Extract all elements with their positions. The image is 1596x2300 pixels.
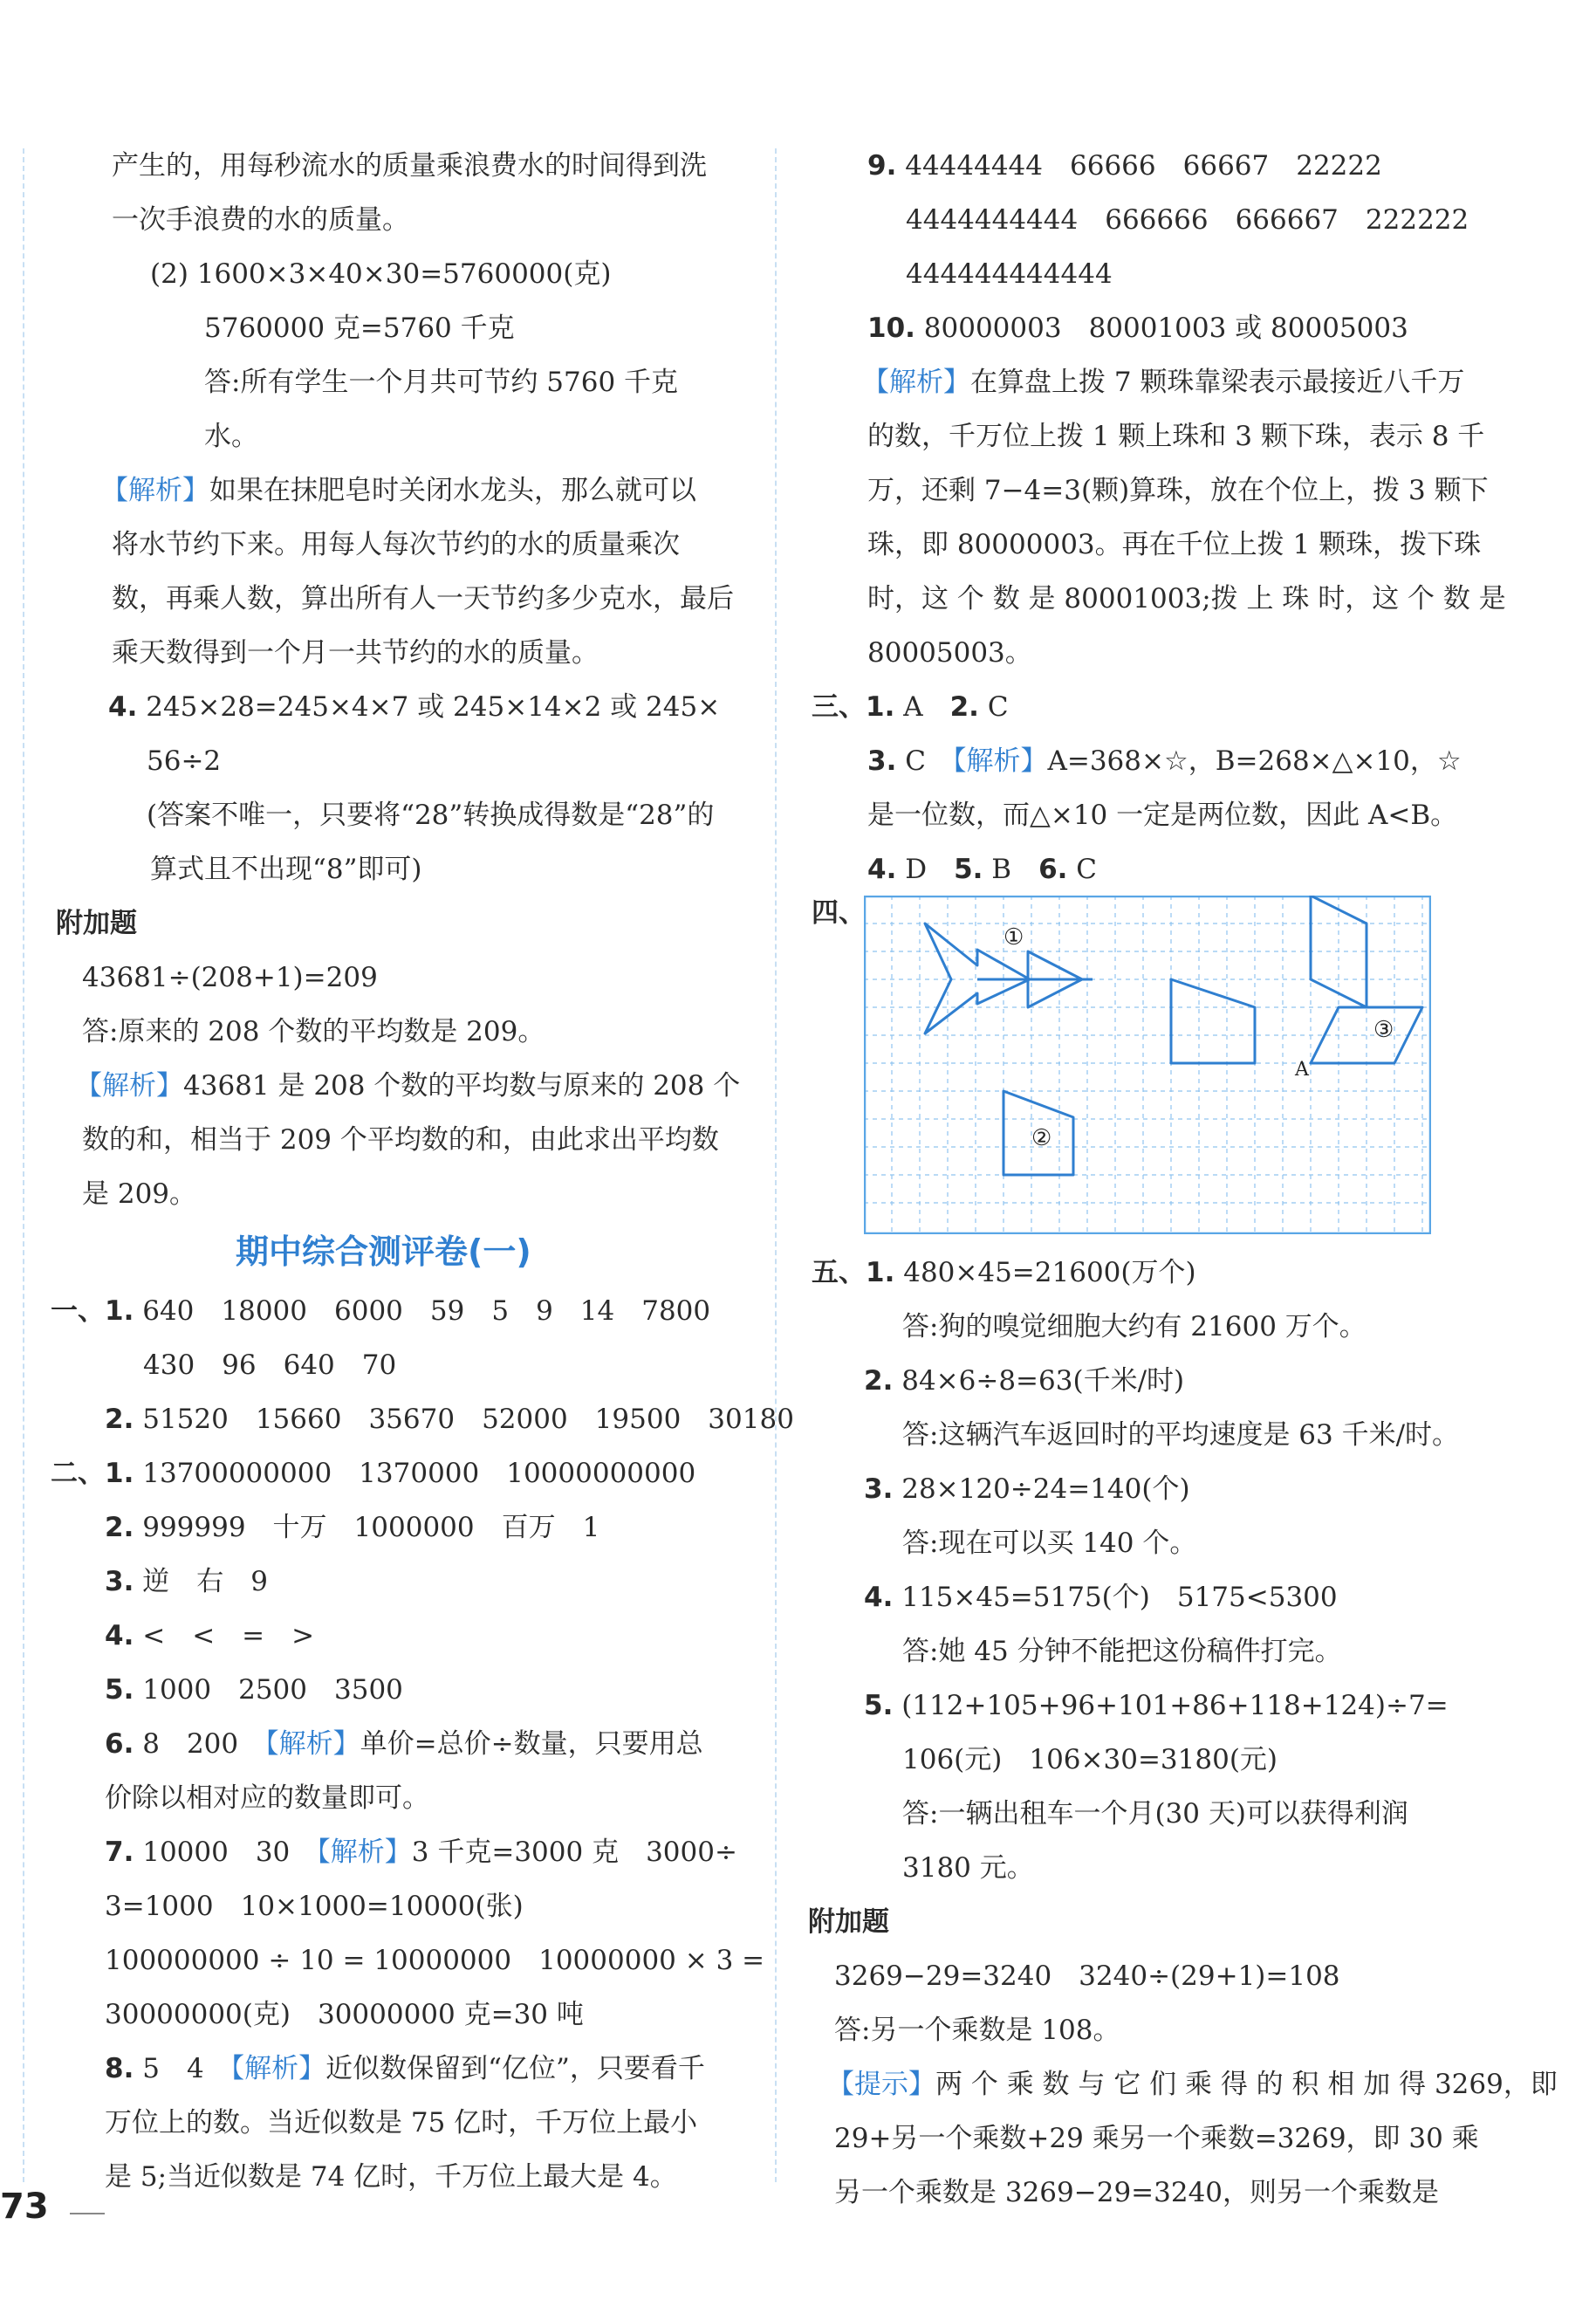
text-line: 是 5;当近似数是 74 亿时，千万位上最大是 4。: [105, 2161, 677, 2193]
answer-text: A: [903, 691, 923, 723]
center-divider: [775, 148, 777, 2182]
question-number: 3.: [864, 1473, 894, 1505]
question-number: 2.: [949, 691, 979, 723]
answer-text: 10000 30: [142, 1837, 291, 1868]
hint-tag: 【提示】: [827, 2069, 935, 2100]
text-line: 444444444444: [906, 258, 1113, 290]
answer-text: 999999 十万 1000000 百万 1: [142, 1512, 600, 1543]
text-line: 56÷2: [147, 745, 222, 777]
text-line: 是 209。: [82, 1178, 197, 1210]
question-number: 5.: [105, 1674, 134, 1706]
text-line: [812, 688, 1009, 726]
analysis-text: 43681 是 208 个数的平均数与原来的 208 个: [183, 1070, 741, 1102]
question-number: 4.: [864, 1582, 894, 1613]
analysis-tag: 【解析】: [952, 745, 1048, 777]
question-number: 1.: [105, 1295, 134, 1327]
text-line: 3180 元。: [902, 1852, 1034, 1884]
question-number: 9.: [867, 150, 897, 182]
analysis-tag: 【解析】: [265, 1728, 360, 1760]
text-line: [105, 1671, 403, 1709]
text-line: [867, 742, 1462, 780]
question-number: 1.: [866, 1257, 895, 1288]
text-line: 一次手浪费的水的质量。: [112, 204, 409, 236]
text-line: 是一位数，而△×10 一定是两位数，因此 A<B。: [867, 800, 1458, 831]
text-line: [75, 1067, 740, 1105]
analysis-tag: 【解析】: [862, 367, 970, 398]
answer-text: 8 200: [142, 1728, 239, 1760]
analysis-text: 如果在抹肥皂时关闭水龙头，那么就可以: [209, 475, 696, 506]
text-line: [108, 688, 720, 726]
analysis-text: 3 千克=3000 克 3000÷: [411, 1837, 737, 1868]
text-line: 数的和，相当于 209 个平均数的和，由此求出平均数: [82, 1124, 719, 1156]
text-line: [105, 1833, 737, 1871]
answer-text: 80000003 80001003 或 80005003: [923, 312, 1408, 344]
text-line: [105, 1562, 268, 1601]
text-line: 答:一辆出租车一个月(30 天)可以获得利润: [902, 1798, 1408, 1830]
bonus-heading: 附加题: [808, 1906, 889, 1938]
section-number: 五、: [812, 1257, 866, 1288]
section-number: 二、: [51, 1458, 105, 1489]
text-line: 5760000 克=5760 千克: [204, 312, 515, 344]
question-number: 4.: [105, 1620, 134, 1651]
text-line: [51, 1292, 710, 1330]
text-line: 算式且不出现“8”即可): [150, 854, 422, 885]
text-line: [864, 1686, 1449, 1725]
analysis-tag: 【解析】: [75, 1070, 183, 1102]
quadrilateral-shape: [1171, 979, 1255, 1063]
analysis-text: A=368×☆，B=268×△×10，☆: [1047, 745, 1462, 777]
answer-text: B: [991, 854, 1012, 885]
text-line: 3269−29=3240 3240÷(29+1)=108: [834, 1960, 1340, 1992]
question-number: 10.: [867, 312, 915, 344]
bonus-heading: 附加题: [56, 908, 137, 939]
answer-text: 44444444 66666 66667 22222: [905, 150, 1382, 182]
text-line: [864, 1470, 1190, 1508]
question-number: 4.: [108, 691, 138, 723]
left-divider: [23, 148, 24, 2182]
text-line: 数，再乘人数，算出所有人一天节约多少克水，最后: [112, 583, 734, 614]
answer-text: 115×45=5175(个) 5175<5300: [901, 1582, 1338, 1613]
text-line: 29+另一个乘数+29 乘另一个乘数=3269，即 30 乘: [834, 2123, 1479, 2154]
text-line: [105, 1400, 794, 1438]
question-number: 6.: [1038, 854, 1068, 885]
answer-text: 13700000000 1370000 10000000000: [142, 1458, 696, 1489]
answer-text: C: [905, 745, 926, 777]
grid-lines: [864, 896, 1431, 1234]
text-line: 答:原来的 208 个数的平均数是 209。: [82, 1016, 545, 1047]
text-line: [101, 471, 696, 510]
text-line: [105, 1508, 599, 1547]
answer-text: C: [987, 691, 1009, 723]
text-line: (答案不唯一，只要将“28”转换成得数是“28”的: [147, 800, 715, 831]
text-line: 时，这 个 数 是 80001003;拨 上 珠 时，这 个 数 是: [867, 583, 1506, 614]
analysis-text: 单价=总价÷数量，只要用总: [360, 1728, 703, 1760]
section-title: 期中综合测评卷(一): [236, 1232, 531, 1271]
text-line: 价除以相对应的数量即可。: [105, 1782, 429, 1814]
text-line: [864, 1578, 1338, 1617]
answer-text: 84×6÷8=63(千米/时): [901, 1365, 1185, 1397]
answer-text: (112+105+96+101+86+118+124)÷7=: [901, 1690, 1449, 1721]
text-line: 将水节约下来。用每人每次节约的水的质量乘次: [112, 529, 680, 560]
analysis-tag: 【解析】: [317, 1837, 412, 1868]
text-line: 答:狗的嗅觉细胞大约有 21600 万个。: [902, 1311, 1367, 1342]
section-number: 三、: [812, 691, 866, 723]
text-line: [812, 1253, 1196, 1292]
text-line: 水。: [204, 421, 258, 452]
text-line: [862, 363, 1464, 402]
text-line: 产生的，用每秒流水的质量乘浪费水的时间得到洗: [112, 150, 707, 182]
text-line: 答:所有学生一个月共可节约 5760 千克: [204, 367, 679, 398]
text-line: 答:另一个乘数是 108。: [834, 2015, 1120, 2046]
question-number: 5.: [954, 854, 983, 885]
question-number: 1.: [866, 691, 895, 723]
text-line: [827, 2065, 1558, 2104]
text-line: [867, 850, 1097, 889]
text-line: 另一个乘数是 3269−29=3240，则另一个乘数是: [834, 2177, 1440, 2208]
text-line: 430 96 640 70: [143, 1349, 397, 1381]
answer-text: 245×28=245×4×7 或 245×14×2 或 245×: [146, 691, 721, 723]
grid-border: [865, 896, 1430, 1233]
question-number: 3.: [867, 745, 897, 777]
text-line: 万位上的数。当近似数是 75 亿时，千万位上最小: [105, 2107, 698, 2139]
text-line: [864, 1362, 1184, 1400]
text-line: 106(元) 106×30=3180(元): [902, 1744, 1278, 1775]
text-line: [867, 147, 1382, 185]
text-line: 3=1000 10×1000=10000(张): [105, 1891, 524, 1922]
answer-text: C: [1076, 854, 1098, 885]
analysis-text: 近似数保留到“亿位”，只要看千: [325, 2053, 705, 2084]
question-number: 4.: [867, 854, 897, 885]
page-number-rule: [70, 2213, 105, 2214]
question-number: 2.: [864, 1365, 894, 1397]
text-line: 80005003。: [867, 637, 1032, 669]
question-number: 7.: [105, 1837, 134, 1868]
text-line: 珠，即 80000003。再在千位上拨 1 颗珠，拨下珠: [867, 529, 1482, 560]
question-number: 2.: [105, 1404, 134, 1435]
answer-text: D: [905, 854, 928, 885]
question-number: 1.: [105, 1458, 134, 1489]
hint-text: 两 个 乘 数 与 它 们 乘 得 的 积 相 加 得 3269，即: [935, 2069, 1558, 2100]
answer-text: 640 18000 6000 59 5 9 14 7800: [142, 1295, 711, 1327]
answer-text: 5 4: [142, 2053, 204, 2084]
question-number: 8.: [105, 2053, 134, 2084]
answer-text: 51520 15660 35670 52000 19500 30180: [142, 1404, 794, 1435]
grid-label-2: ②: [1031, 1125, 1052, 1151]
analysis-tag: 【解析】: [101, 475, 209, 506]
section-number: 四、: [812, 897, 866, 929]
text-line: 30000000(克) 30000000 克=30 吨: [105, 1999, 584, 2030]
question-number: 2.: [105, 1512, 134, 1543]
grid-label-3: ③: [1373, 1017, 1394, 1043]
answer-text: 逆 右 9: [142, 1566, 268, 1597]
analysis-text: 在算盘上拨 7 颗珠靠梁表示最接近八千万: [970, 367, 1465, 398]
question-number: 6.: [105, 1728, 134, 1760]
text-line: [867, 309, 1408, 347]
text-line: [105, 2049, 705, 2088]
answer-text: 1000 2500 3500: [142, 1674, 403, 1706]
text-line: 4444444444 666666 666667 222222: [906, 204, 1469, 236]
analysis-tag: 【解析】: [230, 2053, 326, 2084]
answer-text: 480×45=21600(万个): [903, 1257, 1196, 1288]
text-line: 43681÷(208+1)=209: [82, 962, 378, 993]
text-line: [105, 1617, 314, 1655]
text-line: 答:这辆汽车返回时的平均速度是 63 千米/时。: [902, 1419, 1460, 1451]
text-line: 的数，千万位上拨 1 颗上珠和 3 颗下珠，表示 8 千: [867, 421, 1485, 452]
text-line: 万，还剩 7−4=3(颗)算珠，放在个位上，拨 3 颗下: [867, 475, 1489, 506]
grid-label-1: ①: [1003, 924, 1024, 951]
page-number: 73: [0, 2187, 49, 2227]
text-line: 答:现在可以买 140 个。: [902, 1528, 1197, 1559]
text-line: 乘天数得到一个月一共节约的水的质量。: [112, 637, 599, 669]
text-line: 答:她 45 分钟不能把这份稿件打完。: [902, 1636, 1342, 1667]
text-line: [105, 1725, 703, 1763]
answer-text: 28×120÷24=140(个): [901, 1473, 1190, 1505]
grid-label-a: A: [1295, 1059, 1309, 1081]
answer-text: < < = >: [142, 1620, 315, 1651]
question-number: 3.: [105, 1566, 134, 1597]
question-number: 5.: [864, 1690, 894, 1721]
grid-figure: [864, 896, 1431, 1234]
section-number: 一、: [51, 1295, 105, 1327]
text-line: 100000000 ÷ 10 = 10000000 10000000 × 3 =: [105, 1945, 765, 1976]
text-line: [51, 1454, 695, 1493]
text-line: (2) 1600×3×40×30=5760000(克): [150, 258, 612, 290]
